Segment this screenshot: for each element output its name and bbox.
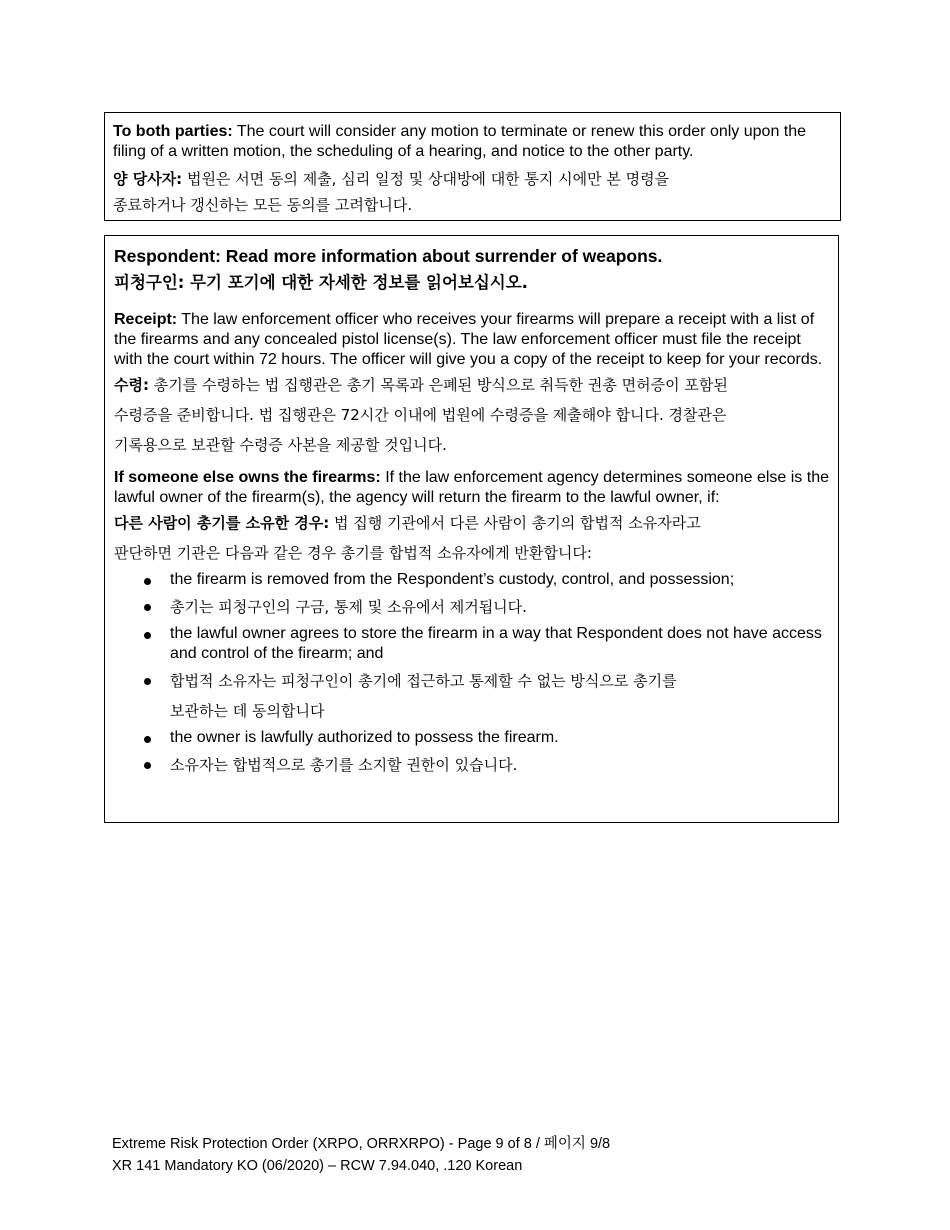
owner-text-ko-2: 판단하면 기관은 다음과 같은 경우 총기를 합법적 소유자에게 반환합니다: — [114, 544, 592, 562]
notice-text-en: The court will consider any motion to terminate or renew this order only upon the filing of a written motion, the scheduling of a hearing, and notice to the other party. — [113, 123, 807, 160]
receipt-korean — [114, 370, 830, 400]
surrender-heading-en: Respondent: Read more information about surrender of weapons. — [114, 246, 663, 266]
notice-label-en: To both parties: — [113, 123, 233, 140]
bullet-text-ko-line-1: 합법적 소유자는 피청구인이 총기에 접근하고 통제할 수 없는 방식으로 총기를 — [170, 672, 677, 690]
bullet-text-ko-line-2: 보관하는 데 동의합니다 — [170, 702, 325, 720]
receipt-text-ko-2: 수령증을 준비합니다. 법 집행관은 72시간 이내에 법원에 수령증을 제출해야 합니다. 경찰관은 — [114, 406, 727, 424]
owner-text-en: If the law enforcement agency determines someone else is the lawful owner of the firearm(s), the agency will return the firearm to the lawful owner, if: — [114, 469, 829, 506]
receipt-english — [114, 310, 830, 370]
receipt-text-en: The law enforcement officer who receives your firearms will prepare a receipt with a list of the firearms and any concealed pistol license(s). The law enforcement officer must file the receipt with the court within 72 hours. The officer will give you a copy of the receipt to keep for your records. — [114, 311, 823, 368]
receipt-text-ko-3: 기록용으로 보관할 수령증 사본을 제공할 것입니다. — [114, 436, 447, 454]
footer-line-1: Extreme Risk Protection Order (XRPO, ORRXRPO) - Page 9 of 8 / 페이지 9/8 — [112, 1136, 611, 1152]
notice-text-ko-1: 법원은 서면 동의 제출, 심리 일정 및 상대방에 대한 통지 시에만 본 명령을 — [182, 170, 670, 188]
receipt-label-ko: 수령: — [114, 376, 149, 394]
notice-label-ko: 양 당사자: — [113, 170, 183, 188]
footer-line-2: XR 141 Mandatory KO (06/2020) – RCW 7.94.040, .120 Korean — [112, 1158, 523, 1174]
list-item: the owner is lawfully authorized to possess the firearm. — [114, 728, 830, 748]
owner-english — [114, 468, 830, 508]
list-item — [114, 666, 830, 726]
notice-box — [104, 112, 841, 221]
conditions-list — [114, 570, 830, 780]
notice-text-ko-2: 종료하거나 갱신하는 모든 동의를 고려합니다. — [113, 196, 413, 214]
list-item: the firearm is removed from the Respondent’s custody, control, and possession; — [114, 570, 830, 590]
receipt-label-en: Receipt: — [114, 311, 178, 328]
notice-english — [113, 122, 832, 162]
owner-label-ko: 다른 사람이 총기를 소유한 경우: — [114, 514, 330, 532]
list-item: 소유자는 합법적으로 총기를 소지할 권한이 있습니다. — [114, 750, 830, 780]
owner-korean — [114, 508, 830, 538]
list-item: 총기는 피청구인의 구금, 통제 및 소유에서 제거됩니다. — [114, 592, 830, 622]
owner-text-ko-1: 법 집행 기관에서 다른 사람이 총기의 합법적 소유자라고 — [329, 514, 701, 532]
page-footer — [112, 1133, 610, 1177]
surrender-box — [104, 235, 839, 823]
owner-label-en: If someone else owns the firearms: — [114, 469, 381, 486]
surrender-heading-ko: 피청구인: 무기 포기에 대한 자세한 정보를 읽어보십시오. — [114, 273, 528, 292]
receipt-text-ko-1: 총기를 수령하는 법 집행관은 총기 목록과 은폐된 방식으로 취득한 권총 면허증이 포함된 — [148, 376, 728, 394]
list-item: the lawful owner agrees to store the firearm in a way that Respondent does not have access and control of the firearm; and — [114, 624, 830, 664]
